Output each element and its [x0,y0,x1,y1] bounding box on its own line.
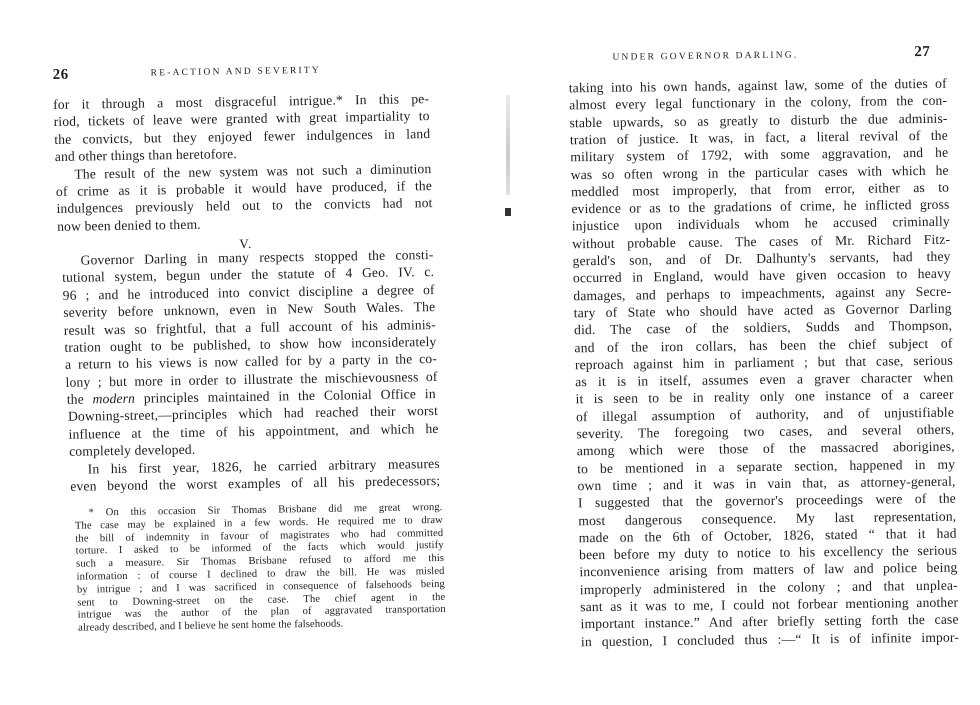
text-line: gerald's son, and of Dr. Dalhunty's servants, had they [572,248,951,269]
text-line: and other things than heretofore. [54,146,237,165]
text-line: and of the iron collars, has been the chief subject of [574,335,953,355]
section-heading: V. [239,235,253,252]
running-head: UNDER GOVERNOR DARLING. [612,50,799,63]
text-line: without probable cause. The cases of Mr. Richard Fitz- [572,231,951,251]
text-line: reproach against him in parliament ; but that case, serious [574,352,953,373]
footnote-line: The case may be explained in a few words. He required me to draw [74,514,443,532]
text-line: riod, tickets of leave were granted with great impartiality to [53,108,430,130]
text-line: was so often wrong in the particular cases with which he [570,162,949,182]
text-line: even beyond the worst examples of all his predecessors; [70,472,441,494]
footnote-line: intrigue was the author of the plan of aggravated transportation [77,604,446,622]
text-line: occurred in England, would have given occasion to heavy [572,265,952,286]
text-line: severity before unknown, even in New South Wales. The [63,299,436,321]
right-page [496,0,980,704]
text-line: military system of 1792, with some aggravation, and he [570,144,949,165]
text-line: important instance.” And after briefly setting forth the case [580,611,959,632]
text-line: evidence or as to the gradations of crime, he inflicted gross [571,196,950,217]
text-line: lony ; but more in order to illustrate the mischievousness of [65,368,438,390]
text-line: stable upwards, so as greatly to disturb the due adminis- [569,110,948,130]
text-line: 96 ; and he introduced into convict discipline a degree of [62,281,435,303]
text-line: injustice upon individuals whom he accused criminally [571,214,950,234]
text-line: indulgences previously held out to the convicts had not [56,195,433,217]
footnote-line: torture. I asked to be informed of the facts which would justify [75,540,444,558]
text-line: meddled most improperly, that from error, either as to [570,179,950,200]
text-line: severity. The foregoing two cases, and several others, [576,421,955,442]
text-line: almost every legal functionary in the colony, from the con- [569,92,948,113]
text-line: I suggested that the governor's proceedings were of the [577,490,956,511]
text-line: Governor Darling in many respects stopped the consti- [80,247,434,268]
text-line: most dangerous consequence. My last representation, [578,508,957,528]
text-line: been before my duty to notice to his excellency the serious [578,542,958,563]
text-line: the convicts, but they enjoyed fewer indulgences in land [54,125,431,147]
italic-word: modern [92,390,136,407]
footnote-line: by intrigue ; and I was sacrificed in consequence of falsehoods being [76,578,445,596]
footnote-line: information : of course I declined to draw the bill. He was misled [76,565,445,583]
page-number: 27 [914,43,931,61]
text-line: did. The case of the soldiers, Sudds and Thompson, [574,317,953,338]
text-fragment: the [66,391,93,407]
text-line: tutional system, begun under the statute of 4 Geo. IV. c. [62,264,435,286]
running-head: RE-ACTION AND SEVERITY [150,65,322,79]
footnote-line: such a measure. Sir Thomas Brisbane refused to afford me this [76,553,445,570]
text-line: tration ought to be published, to show how inconsiderately [64,333,437,355]
footnote-line: sent to Downing-street on the case. The chief agent in the [77,591,446,609]
text-line: inconvenience arising from matters of law and police being [579,559,958,580]
text-line: to be mentioned in a separate section, happened in my [577,456,956,476]
text-line: tary of State who should have acted as Governor Darling [573,300,952,321]
page-number: 26 [52,66,69,83]
text-fragment: principles maintained in the Colonial Office in [134,386,436,406]
footnote-line: already described, and I believe he sent home the falsehoods. [78,618,344,634]
text-line: The result of the new system was not such a diminution [74,160,432,182]
footnote-line: * On this occasion Sir Thomas Brisbane did me great wrong. [88,501,443,519]
text-line: completely developed. [69,441,196,459]
text-line: in question, I concluded thus :—“ It is of infinite impor- [580,629,960,649]
text-line: it is seen to be in reality only one instance of a career [575,387,954,407]
text-line: for it through a most disgraceful intrigue.* In this pe- [53,91,430,112]
text-line: Downing-street,—principles which had reached their worst [67,403,439,425]
text-line: among which were those of the massacred aborigines, [576,438,955,459]
text-line: damages, and perhaps to impeachments, against any Secre- [573,283,952,303]
footnote-line: the bill of indemnity in favour of magistrates who had committed [75,527,444,545]
text-line: made on the 6th of October, 1826, stated “ that it had [578,525,957,546]
text-line: as it is in itself, assumes even a graver character when [575,369,954,390]
text-line: now been denied to them. [57,216,201,234]
text-line: taking into his own hands, against law, some of the duties of [568,75,947,96]
text-line: In his first year, 1826, he carried arbitrary measures [87,455,440,477]
text-line: result was so frightful, that a full account of his adminis- [63,316,436,338]
text-line: improperly administered in the colony ; and that unplea- [579,577,958,597]
text-line: influence at the time of his appointment, and which he [68,420,439,442]
text-line: of illegal assumption of authority, and of unjustifiable [575,404,955,424]
text-line: a return to his views is now called for by a party in the co- [64,351,438,373]
text-line: tration of justice. It was, in fact, a literal revival of the [569,127,948,148]
text-line: own time ; and it was in vain that, as attorney-general, [577,473,956,494]
text-line: sant as it was to me, I could not forbear mentioning another [580,594,959,615]
text-line: of crime as it is probable it would have produced, if the [55,178,433,199]
